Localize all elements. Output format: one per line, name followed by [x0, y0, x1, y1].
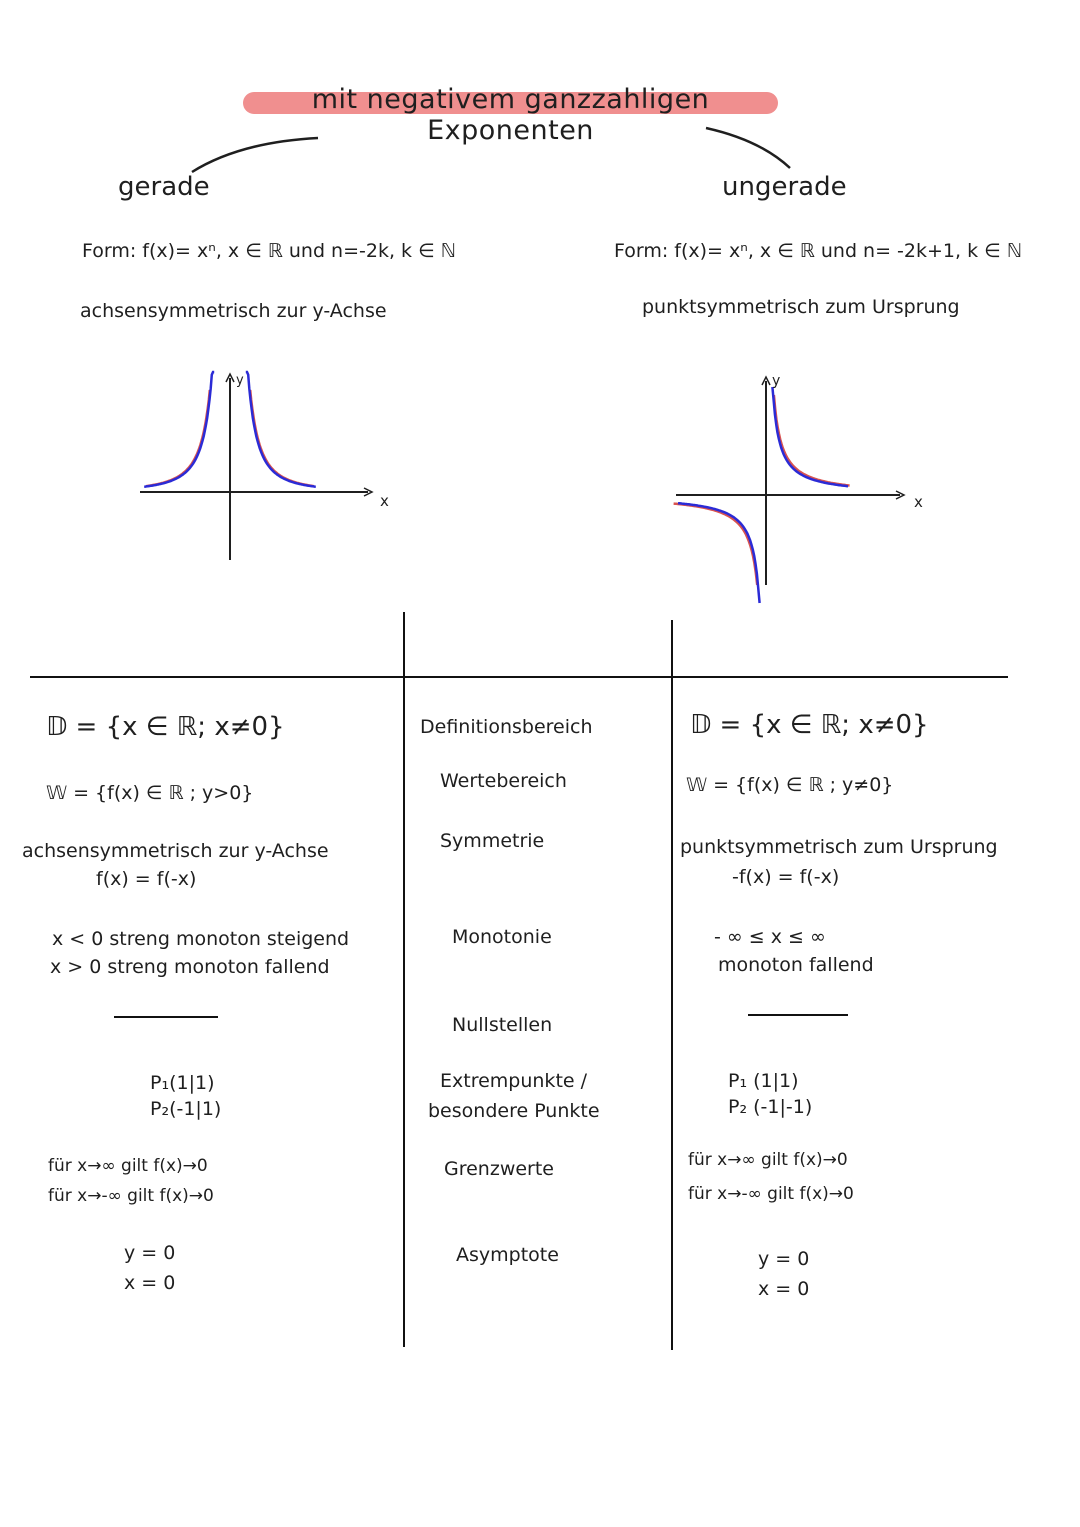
right-graph [660, 365, 980, 605]
left-grenzwert-2: für x→-∞ gilt f(x)→0 [48, 1186, 214, 1206]
left-symmetry: achsensymmetrisch zur y-Achse [80, 300, 387, 322]
left-graph [120, 360, 420, 580]
left-symmetrie-1: achsensymmetrisch zur y-Achse [22, 840, 329, 862]
right-point-1: P₁ (1|1) [728, 1070, 799, 1092]
left-asymptote-2: x = 0 [124, 1272, 176, 1294]
right-definition: 𝔻 = {x ∈ ℝ; x≠0} [690, 710, 929, 740]
left-monotonie-1: x < 0 streng monoton steigend [52, 928, 350, 950]
row-label-wertebereich: Wertebereich [440, 770, 567, 792]
row-label-nullstellen: Nullstellen [452, 1014, 553, 1036]
right-nullstellen-dash [748, 1014, 848, 1016]
right-grenzwert-2: für x→-∞ gilt f(x)→0 [688, 1184, 854, 1204]
left-x-label: x [380, 492, 389, 510]
left-symmetrie-2: f(x) = f(-x) [96, 868, 197, 890]
left-asymptote-1: y = 0 [124, 1242, 176, 1264]
table-vertical-line-left [403, 612, 405, 1347]
left-point-1: P₁(1|1) [150, 1072, 215, 1094]
left-form: Form: f(x)= xⁿ, x ∈ ℝ und n=-2k, k ∈ ℕ [82, 240, 456, 262]
right-branch-arc [706, 128, 790, 168]
right-symmetrie-2: -f(x) = f(-x) [732, 866, 840, 888]
row-label-definitionsbereich: Definitionsbereich [420, 716, 593, 738]
right-curve-red [674, 395, 850, 585]
left-grenzwert-1: für x→∞ gilt f(x)→0 [48, 1156, 208, 1176]
right-symmetry: punktsymmetrisch zum Ursprung [642, 296, 960, 318]
table-horizontal-line [30, 676, 1008, 678]
branch-arcs [0, 0, 1080, 260]
right-y-label: y [772, 373, 781, 389]
right-form: Form: f(x)= xⁿ, x ∈ ℝ und n= -2k+1, k ∈ ℕ [614, 240, 1022, 262]
left-y-label: y [236, 373, 244, 388]
right-heading: ungerade [722, 172, 847, 202]
left-definition: 𝔻 = {x ∈ ℝ; x≠0} [46, 712, 285, 742]
table-vertical-line-right [671, 620, 673, 1350]
right-monotonie-2: monoton fallend [718, 954, 874, 976]
row-label-monotonie: Monotonie [452, 926, 552, 948]
left-nullstellen-dash [114, 1016, 218, 1018]
row-label-extrempunkte-2: besondere Punkte [428, 1100, 600, 1122]
left-heading: gerade [118, 172, 210, 202]
right-asymptote-2: x = 0 [758, 1278, 810, 1300]
row-label-extrempunkte-1: Extrempunkte / [440, 1070, 588, 1092]
left-point-2: P₂(-1|1) [150, 1098, 222, 1120]
right-symmetrie-1: punktsymmetrisch zum Ursprung [680, 836, 998, 858]
row-label-asymptote: Asymptote [456, 1244, 559, 1266]
right-asymptote-1: y = 0 [758, 1248, 810, 1270]
page-title: mit negativem ganzzahligen Exponenten [311, 84, 710, 146]
right-point-2: P₂ (-1|-1) [728, 1096, 813, 1118]
left-wertebereich: 𝕎 = {f(x) ∈ ℝ ; y>0} [46, 782, 254, 804]
right-monotonie-1: - ∞ ≤ x ≤ ∞ [714, 926, 826, 948]
right-grenzwert-1: für x→∞ gilt f(x)→0 [688, 1150, 848, 1170]
row-label-grenzwerte: Grenzwerte [444, 1158, 555, 1180]
right-x-label: x [914, 493, 923, 511]
left-branch-arc [192, 138, 318, 172]
left-monotonie-2: x > 0 streng monoton fallend [50, 956, 330, 978]
row-label-symmetrie: Symmetrie [440, 830, 545, 852]
right-wertebereich: 𝕎 = {f(x) ∈ ℝ ; y≠0} [686, 774, 894, 796]
